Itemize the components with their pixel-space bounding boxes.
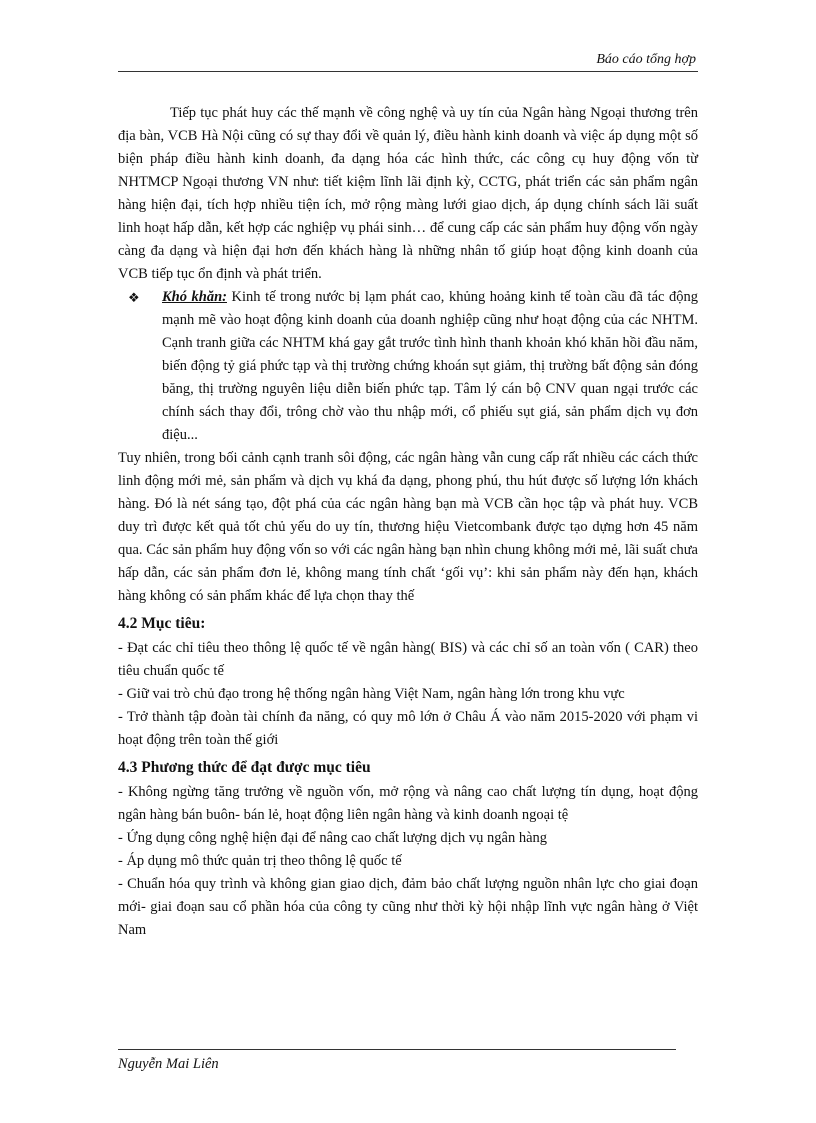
section-4-3-heading: 4.3 Phương thức để đạt được mục tiêu	[118, 759, 371, 776]
page-header-title: Báo cáo tổng hợp	[596, 52, 696, 67]
list-item: - Không ngừng tăng trưởng về nguồn vốn, mở rộng và nâng cao chất lượng tín dụng, hoạt động ngân hàng bán buôn- bán lẻ, hoạt động liên ngân hàng và kinh doanh ngoại tệ	[118, 784, 698, 823]
footer-author: Nguyễn Mai Liên	[118, 1056, 219, 1072]
header-divider	[118, 71, 698, 72]
list-item: - Áp dụng mô thức quản trị theo thông lệ quốc tế	[118, 853, 402, 869]
footer-divider	[118, 1049, 676, 1050]
difficulty-text-block	[162, 286, 698, 447]
section-4-2-heading: 4.2 Mục tiêu:	[118, 615, 206, 632]
list-item: - Trở thành tập đoàn tài chính đa năng, có quy mô lớn ở Châu Á vào năm 2015-2020 với phạm vi hoạt động trên toàn thế giới	[118, 709, 698, 748]
list-item: - Đạt các chỉ tiêu theo thông lệ quốc tế về ngân hàng( BIS) và các chỉ số an toàn vốn ( CAR) theo tiêu chuẩn quốc tế	[118, 640, 698, 679]
difficulty-bullet	[118, 286, 698, 447]
document-body	[118, 102, 698, 942]
diamond-cross-icon: ❖	[128, 290, 140, 305]
list-item: - Ứng dụng công nghệ hiện đại để nâng cao chất lượng dịch vụ ngân hàng	[118, 830, 548, 846]
however-paragraph: Tuy nhiên, trong bối cảnh cạnh tranh sôi động, các ngân hàng vẫn cung cấp rất nhiều các cách thức linh động mới mẻ, sản phẩm và dịch vụ khá đa dạng, phong phú, thu hút được số lượng lớn khách hàng. Đó là nét sáng tạo, đột phá của các ngân hàng bạn mà VCB cần học tập và phát huy. VCB duy trì được kết quả tốt chủ yếu do uy tín, thương hiệu Vietcombank được tạo dựng hơn 45 năm qua. Các sản phẩm huy động vốn so với các ngân hàng bạn nhìn chung không mới mẻ, lãi suất chưa hấp dẫn, các sản phẩm đơn lẻ, không mang tính chất ‘gối vụ’: khi sản phẩm này đến hạn, khách hàng không có sản phẩm khác để lựa chọn thay thế	[118, 450, 698, 604]
list-item: - Chuẩn hóa quy trình và không gian giao dịch, đảm bảo chất lượng nguồn nhân lực cho giai đoạn mới- giai đoạn sau cổ phần hóa của công ty cũng như thời kỳ hội nhập lĩnh vực ngân hàng ở Việt Nam	[118, 876, 698, 938]
list-item: - Giữ vai trò chủ đạo trong hệ thống ngân hàng Việt Nam, ngân hàng lớn trong khu vực	[118, 686, 625, 702]
intro-paragraph: Tiếp tục phát huy các thế mạnh về công nghệ và uy tín của Ngân hàng Ngoại thương trên địa bàn, VCB Hà Nội cũng có sự thay đổi về quản lý, điều hành kinh doanh và việc áp dụng một số biện pháp điều hành kinh doanh, đa dạng hóa các hình thức, các công cụ huy động vốn từ NHTMCP Ngoại thương VN như: tiết kiệm lĩnh lãi định kỳ, CCTG, phát triển các sản phẩm ngân hàng hiện đại, tích hợp nhiều tiện ích, mở rộng màng lưới giao dịch, áp dụng chính sách lãi suất linh hoạt hấp dẫn, kết hợp các nghiệp vụ phái sinh… để cung cấp các sản phẩm huy động vốn ngày càng đa dạng và hiện đại hơn đến khách hàng là những nhân tố giúp hoạt động kinh doanh của VCB tiếp tục ổn định và phát triển.	[118, 105, 698, 282]
difficulty-label: Khó khăn:	[162, 289, 227, 305]
difficulty-text: Kinh tế trong nước bị lạm phát cao, khủng hoảng kinh tế toàn cầu đã tác động mạnh mẽ vào hoạt động kinh doanh của doanh nghiệp cũng như hoạt động của các NHTM. Cạnh tranh giữa các NHTM khá gay gắt trước tình hình thanh khoản khó khăn hồi đầu năm, biến động tỷ giá phức tạp và thị trường chứng khoán sụt giảm, thị trường bất động sản đóng băng, thị trường nguyên liệu diễn biến phức tạp. Tâm lý cán bộ CNV quan ngại trước các chính sách thay đổi, trông chờ vào thu nhập mới, cổ phiếu sụt giá, sản phẩm dịch vụ đơn điệu...	[162, 289, 698, 443]
